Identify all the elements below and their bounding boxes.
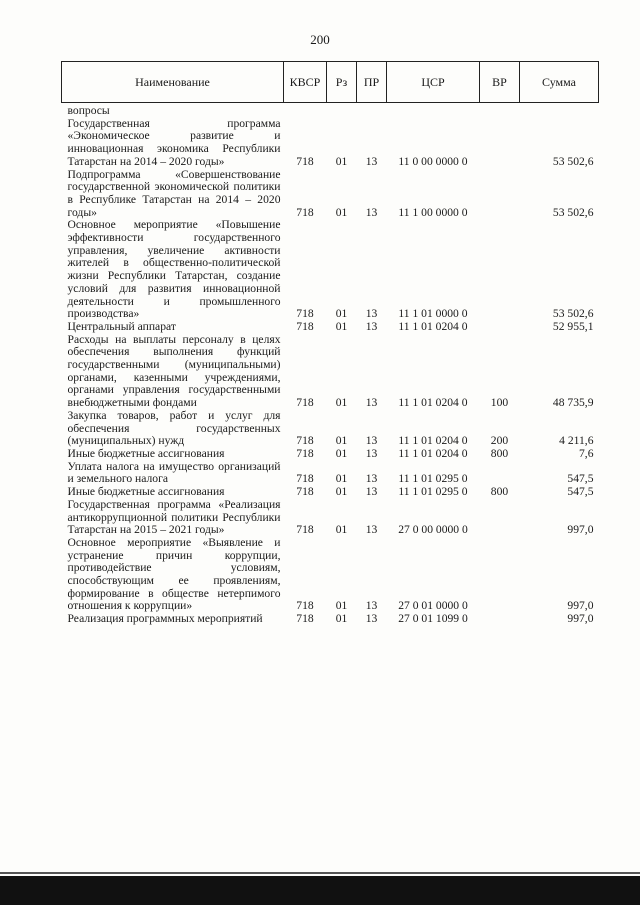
row-name: Центральный аппарат	[67, 319, 176, 333]
row-sum: 48 735,9	[552, 396, 594, 410]
row-rz: 01	[335, 307, 348, 321]
row-sum: 4 211,6	[559, 434, 594, 448]
row-rz: 01	[335, 612, 348, 626]
row-rz: 01	[335, 205, 348, 219]
header-pr: ПР	[357, 62, 387, 103]
row-pr: 13	[365, 154, 378, 168]
row-name: Государственная программа «Экономическое развитие и инновационная экономика Республики Татарстан на 2014 – 2020 годы»	[67, 116, 281, 168]
table-row	[62, 448, 599, 461]
row-sum: 53 502,6	[552, 307, 594, 321]
row-sum: 7,6	[579, 446, 594, 460]
row-name: вопросы	[67, 104, 110, 117]
row-name: Иные бюджетные ассигнования	[67, 446, 225, 460]
row-csr: 11 1 01 0295 0	[398, 485, 468, 499]
row-rz: 01	[335, 523, 348, 537]
row-csr	[387, 103, 480, 118]
row-kvsr	[284, 103, 327, 118]
row-vr	[480, 537, 520, 613]
table-row	[62, 410, 599, 448]
row-rz: 01	[335, 446, 348, 460]
row-rz: 01	[335, 472, 348, 486]
row-csr: 11 1 01 0295 0	[398, 472, 468, 486]
page-number: 200	[310, 32, 330, 47]
row-pr: 13	[365, 523, 378, 537]
header-csr: ЦСР	[387, 62, 480, 103]
budget-table	[61, 61, 599, 626]
row-csr: 11 1 01 0204 0	[398, 319, 468, 333]
row-kvsr: 718	[296, 485, 314, 499]
row-rz: 01	[335, 319, 348, 333]
table-row	[62, 103, 599, 118]
row-pr: 13	[365, 307, 378, 321]
row-sum: 53 502,6	[552, 154, 594, 168]
row-sum: 997,0	[567, 612, 594, 626]
row-sum: 52 955,1	[552, 319, 594, 333]
row-sum: 997,0	[567, 599, 594, 613]
row-rz: 01	[335, 599, 348, 613]
table-header-row	[62, 62, 599, 103]
header-kvsr: КВСР	[284, 62, 327, 103]
table-row	[62, 219, 599, 321]
scan-edge-line	[0, 872, 640, 874]
row-rz	[327, 103, 357, 118]
row-kvsr: 718	[296, 446, 314, 460]
row-kvsr: 718	[296, 396, 314, 410]
row-sum: 997,0	[567, 523, 594, 537]
row-vr	[480, 321, 520, 334]
row-name: Государственная программа «Реализация антикоррупционной политики Республики Татарстан на 2015 – 2021 годы»	[67, 497, 281, 537]
row-vr	[480, 219, 520, 321]
header-sum: Сумма	[520, 62, 599, 103]
row-kvsr: 718	[296, 307, 314, 321]
row-pr: 13	[365, 205, 378, 219]
table-row	[62, 486, 599, 499]
row-csr: 11 1 01 0204 0	[398, 446, 468, 460]
row-vr	[480, 169, 520, 220]
row-kvsr: 718	[296, 612, 314, 626]
row-rz: 01	[335, 434, 348, 448]
row-rz: 01	[335, 154, 348, 168]
table-row	[62, 613, 599, 626]
row-csr: 11 1 00 0000 0	[398, 205, 468, 219]
row-pr: 13	[365, 319, 378, 333]
row-vr: 200	[490, 434, 509, 448]
row-kvsr: 718	[296, 599, 314, 613]
table-row	[62, 334, 599, 410]
row-pr: 13	[365, 434, 378, 448]
row-name: Основное мероприятие «Выявление и устранение причин коррупции, противодействие условиям, способствующим ее проявлениям, формирование в обществе нетерпимого отношения к коррупции»	[67, 535, 281, 613]
row-csr: 27 0 00 0000 0	[398, 523, 468, 537]
row-name: Расходы на выплаты персоналу в целях обеспечения выполнения функций государственными (муниципальными) органами, казенными учреждениями, органами управления государственными внебюджетными фондами	[67, 332, 281, 410]
row-vr	[480, 613, 520, 626]
row-vr	[480, 103, 520, 118]
row-vr	[480, 461, 520, 486]
row-vr: 800	[490, 485, 509, 499]
row-name: Подпрограмма «Совершенствование государственной экономической политики в Республике Татарстан на 2014 – 2020 годы»	[67, 167, 281, 219]
row-sum: 53 502,6	[552, 205, 594, 219]
row-kvsr: 718	[296, 472, 314, 486]
row-kvsr: 718	[296, 523, 314, 537]
row-vr: 800	[490, 446, 509, 460]
row-pr: 13	[365, 446, 378, 460]
row-csr: 27 0 01 1099 0	[398, 612, 468, 626]
row-sum	[520, 103, 599, 118]
table-row	[62, 461, 599, 486]
row-pr: 13	[365, 485, 378, 499]
row-vr	[480, 118, 520, 169]
row-name: Основное мероприятие «Повышение эффективности государственного управления, увеличение активности жителей в общественно-политической жизни Республики Татарстан, создание условий для развития инновационной деятельности и промышленного производства»	[67, 218, 281, 321]
row-sum: 547,5	[567, 472, 594, 486]
row-csr: 27 0 01 0000 0	[398, 599, 468, 613]
table-row	[62, 499, 599, 537]
row-pr: 13	[365, 396, 378, 410]
row-csr: 11 0 00 0000 0	[398, 154, 468, 168]
table-row	[62, 537, 599, 613]
table-row	[62, 321, 599, 334]
row-pr: 13	[365, 612, 378, 626]
row-csr: 11 1 01 0000 0	[398, 307, 468, 321]
table-row	[62, 169, 599, 220]
row-rz: 01	[335, 396, 348, 410]
header-name: Наименование	[62, 62, 284, 103]
row-kvsr: 718	[296, 154, 314, 168]
row-name: Уплата налога на имущество организаций и земельного налога	[67, 459, 281, 486]
row-name: Реализация программных мероприятий	[67, 612, 263, 626]
header-rz: Рз	[327, 62, 357, 103]
row-rz: 01	[335, 485, 348, 499]
row-name: Иные бюджетные ассигнования	[67, 485, 225, 499]
scan-edge-bar	[0, 876, 640, 905]
row-kvsr: 718	[296, 205, 314, 219]
row-vr	[480, 499, 520, 537]
table-row	[62, 118, 599, 169]
row-csr: 11 1 01 0204 0	[398, 434, 468, 448]
row-kvsr: 718	[296, 319, 314, 333]
row-sum: 547,5	[567, 485, 594, 499]
header-vr: ВР	[480, 62, 520, 103]
row-pr: 13	[365, 472, 378, 486]
row-pr: 13	[365, 599, 378, 613]
row-name: Закупка товаров, работ и услуг для обеспечения государственных (муниципальных) нужд	[67, 408, 281, 448]
row-vr: 100	[490, 396, 509, 410]
row-pr	[357, 103, 387, 118]
row-csr: 11 1 01 0204 0	[398, 396, 468, 410]
row-kvsr: 718	[296, 434, 314, 448]
